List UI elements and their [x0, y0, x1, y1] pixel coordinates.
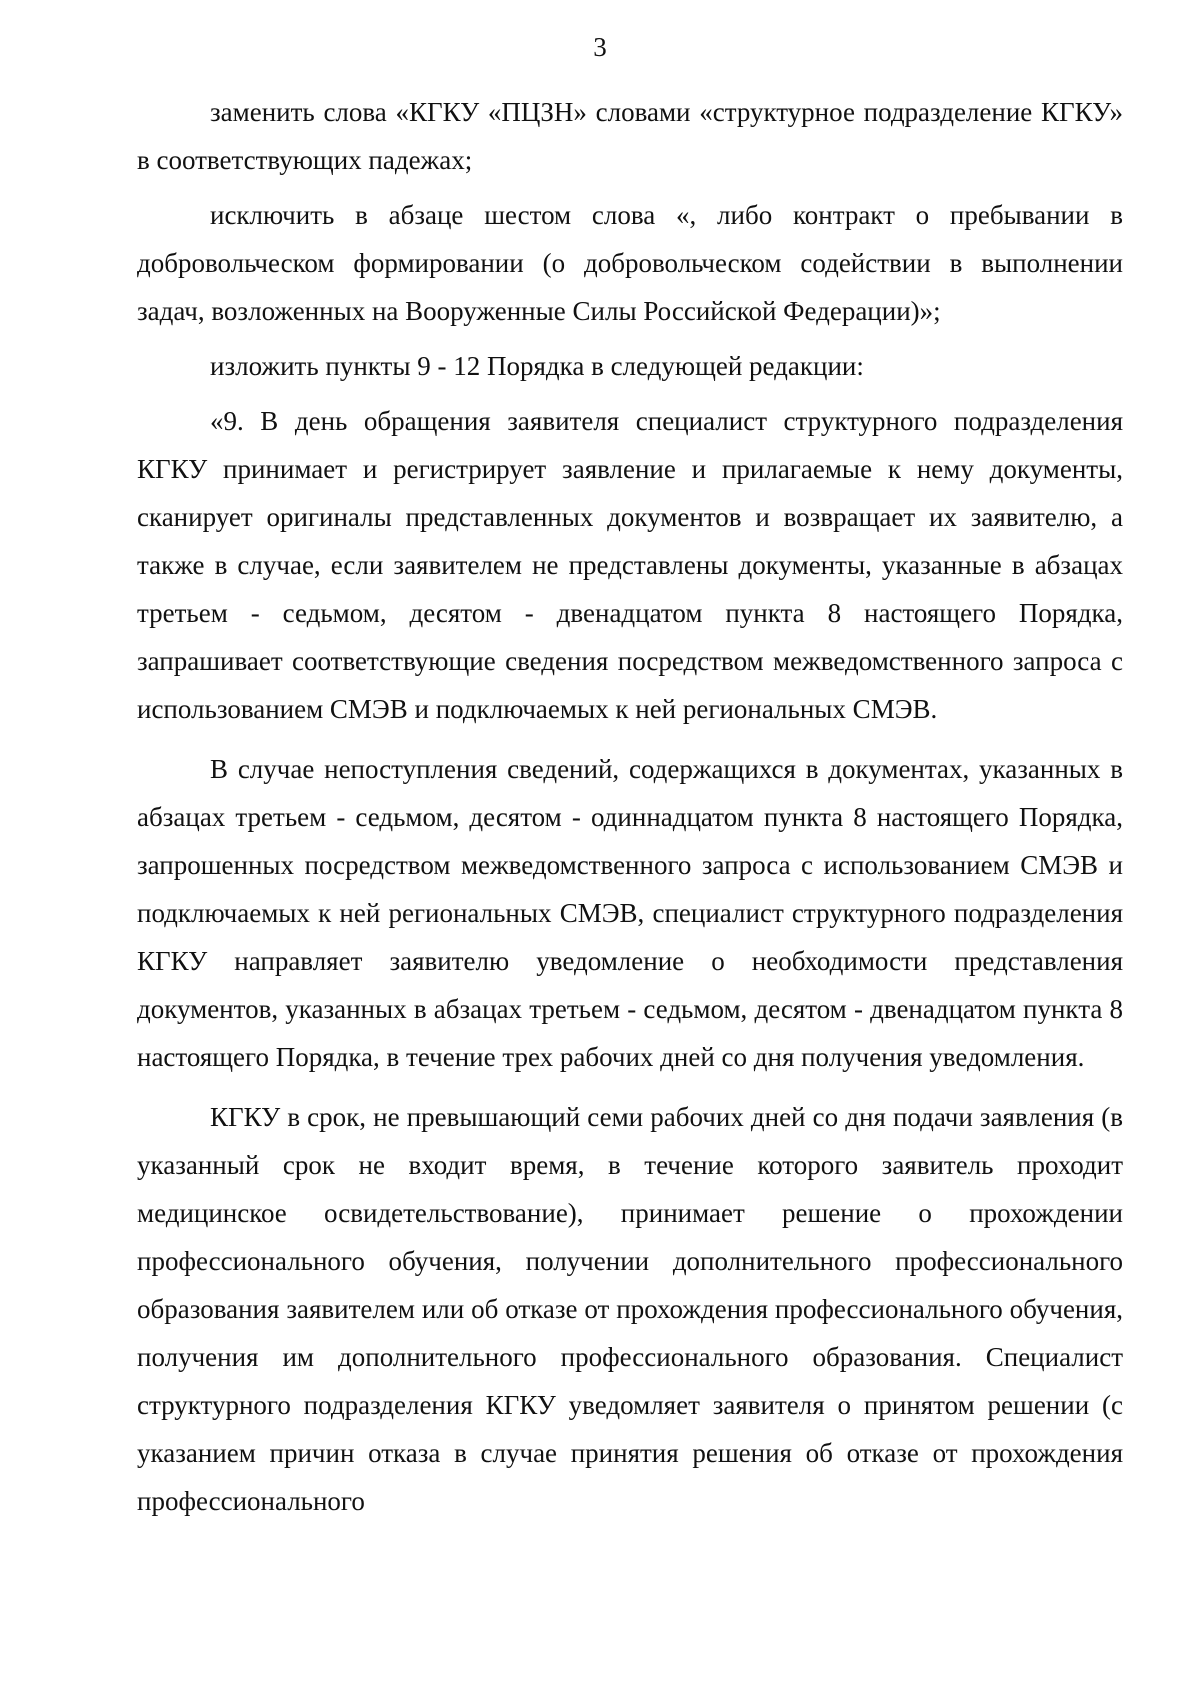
- paragraph-decision: КГКУ в срок, не превышающий семи рабочих дней со дня подачи заявления (в указанный срок не входит время, в течение которого заявитель проходит медицинское освидетельствование), принимает решение о прохождении профессионального обучения, получении дополнительного профессионального образования заявителем или об отказе от прохождения профессионального обучения, получения им дополнительного профессионального образования. Специалист структурного подразделения КГКУ уведомляет заявителя о принятом решении (с указанием причин отказа в случае принятия решения об отказе от прохождения профессионального: [137, 1102, 1123, 1516]
- paragraph-point-9: «9. В день обращения заявителя специалист структурного подразделения КГКУ принимает и регистрирует заявление и прилагаемые к нему документы, сканирует оригиналы представленных документов и возвращает их заявителю, а также в случае, если заявителем не представлены документы, указанные в абзацах третьем - седьмом, десятом - двенадцатом пункта 8 настоящего Порядка, запрашивает соответствующие сведения посредством межведомственного запроса с использованием СМЭВ и подключаемых к ней региональных СМЭВ.: [137, 406, 1123, 724]
- paragraph-no-information: В случае непоступления сведений, содержащихся в документах, указанных в абзацах третьем - седьмом, десятом - одиннадцатом пункта 8 настоящего Порядка, запрошенных посредством межведомственного запроса с использованием СМЭВ и подключаемых к ней региональных СМЭВ, специалист структурного подразделения КГКУ направляет заявителю уведомление о необходимости представления документов, указанных в абзацах третьем - седьмом, десятом - двенадцатом пункта 8 настоящего Порядка, в течение трех рабочих дней со дня получения уведомления.: [137, 754, 1123, 1072]
- paragraph-amend-points: изложить пункты 9 - 12 Порядка в следующей редакции:: [210, 351, 864, 381]
- paragraph-replace-words: заменить слова «КГКУ «ПЦЗН» словами «структурное подразделение КГКУ» в соответствующих падежах;: [137, 97, 1123, 175]
- document-body: [137, 88, 1123, 1525]
- paragraph-exclude-words: исключить в абзаце шестом слова «, либо контракт о пребывании в добровольческом формировании (о добровольческом содействии в выполнении задач, возложенных на Вооруженные Силы Российской Федерации)»;: [137, 200, 1123, 326]
- page-number: 3: [593, 32, 607, 62]
